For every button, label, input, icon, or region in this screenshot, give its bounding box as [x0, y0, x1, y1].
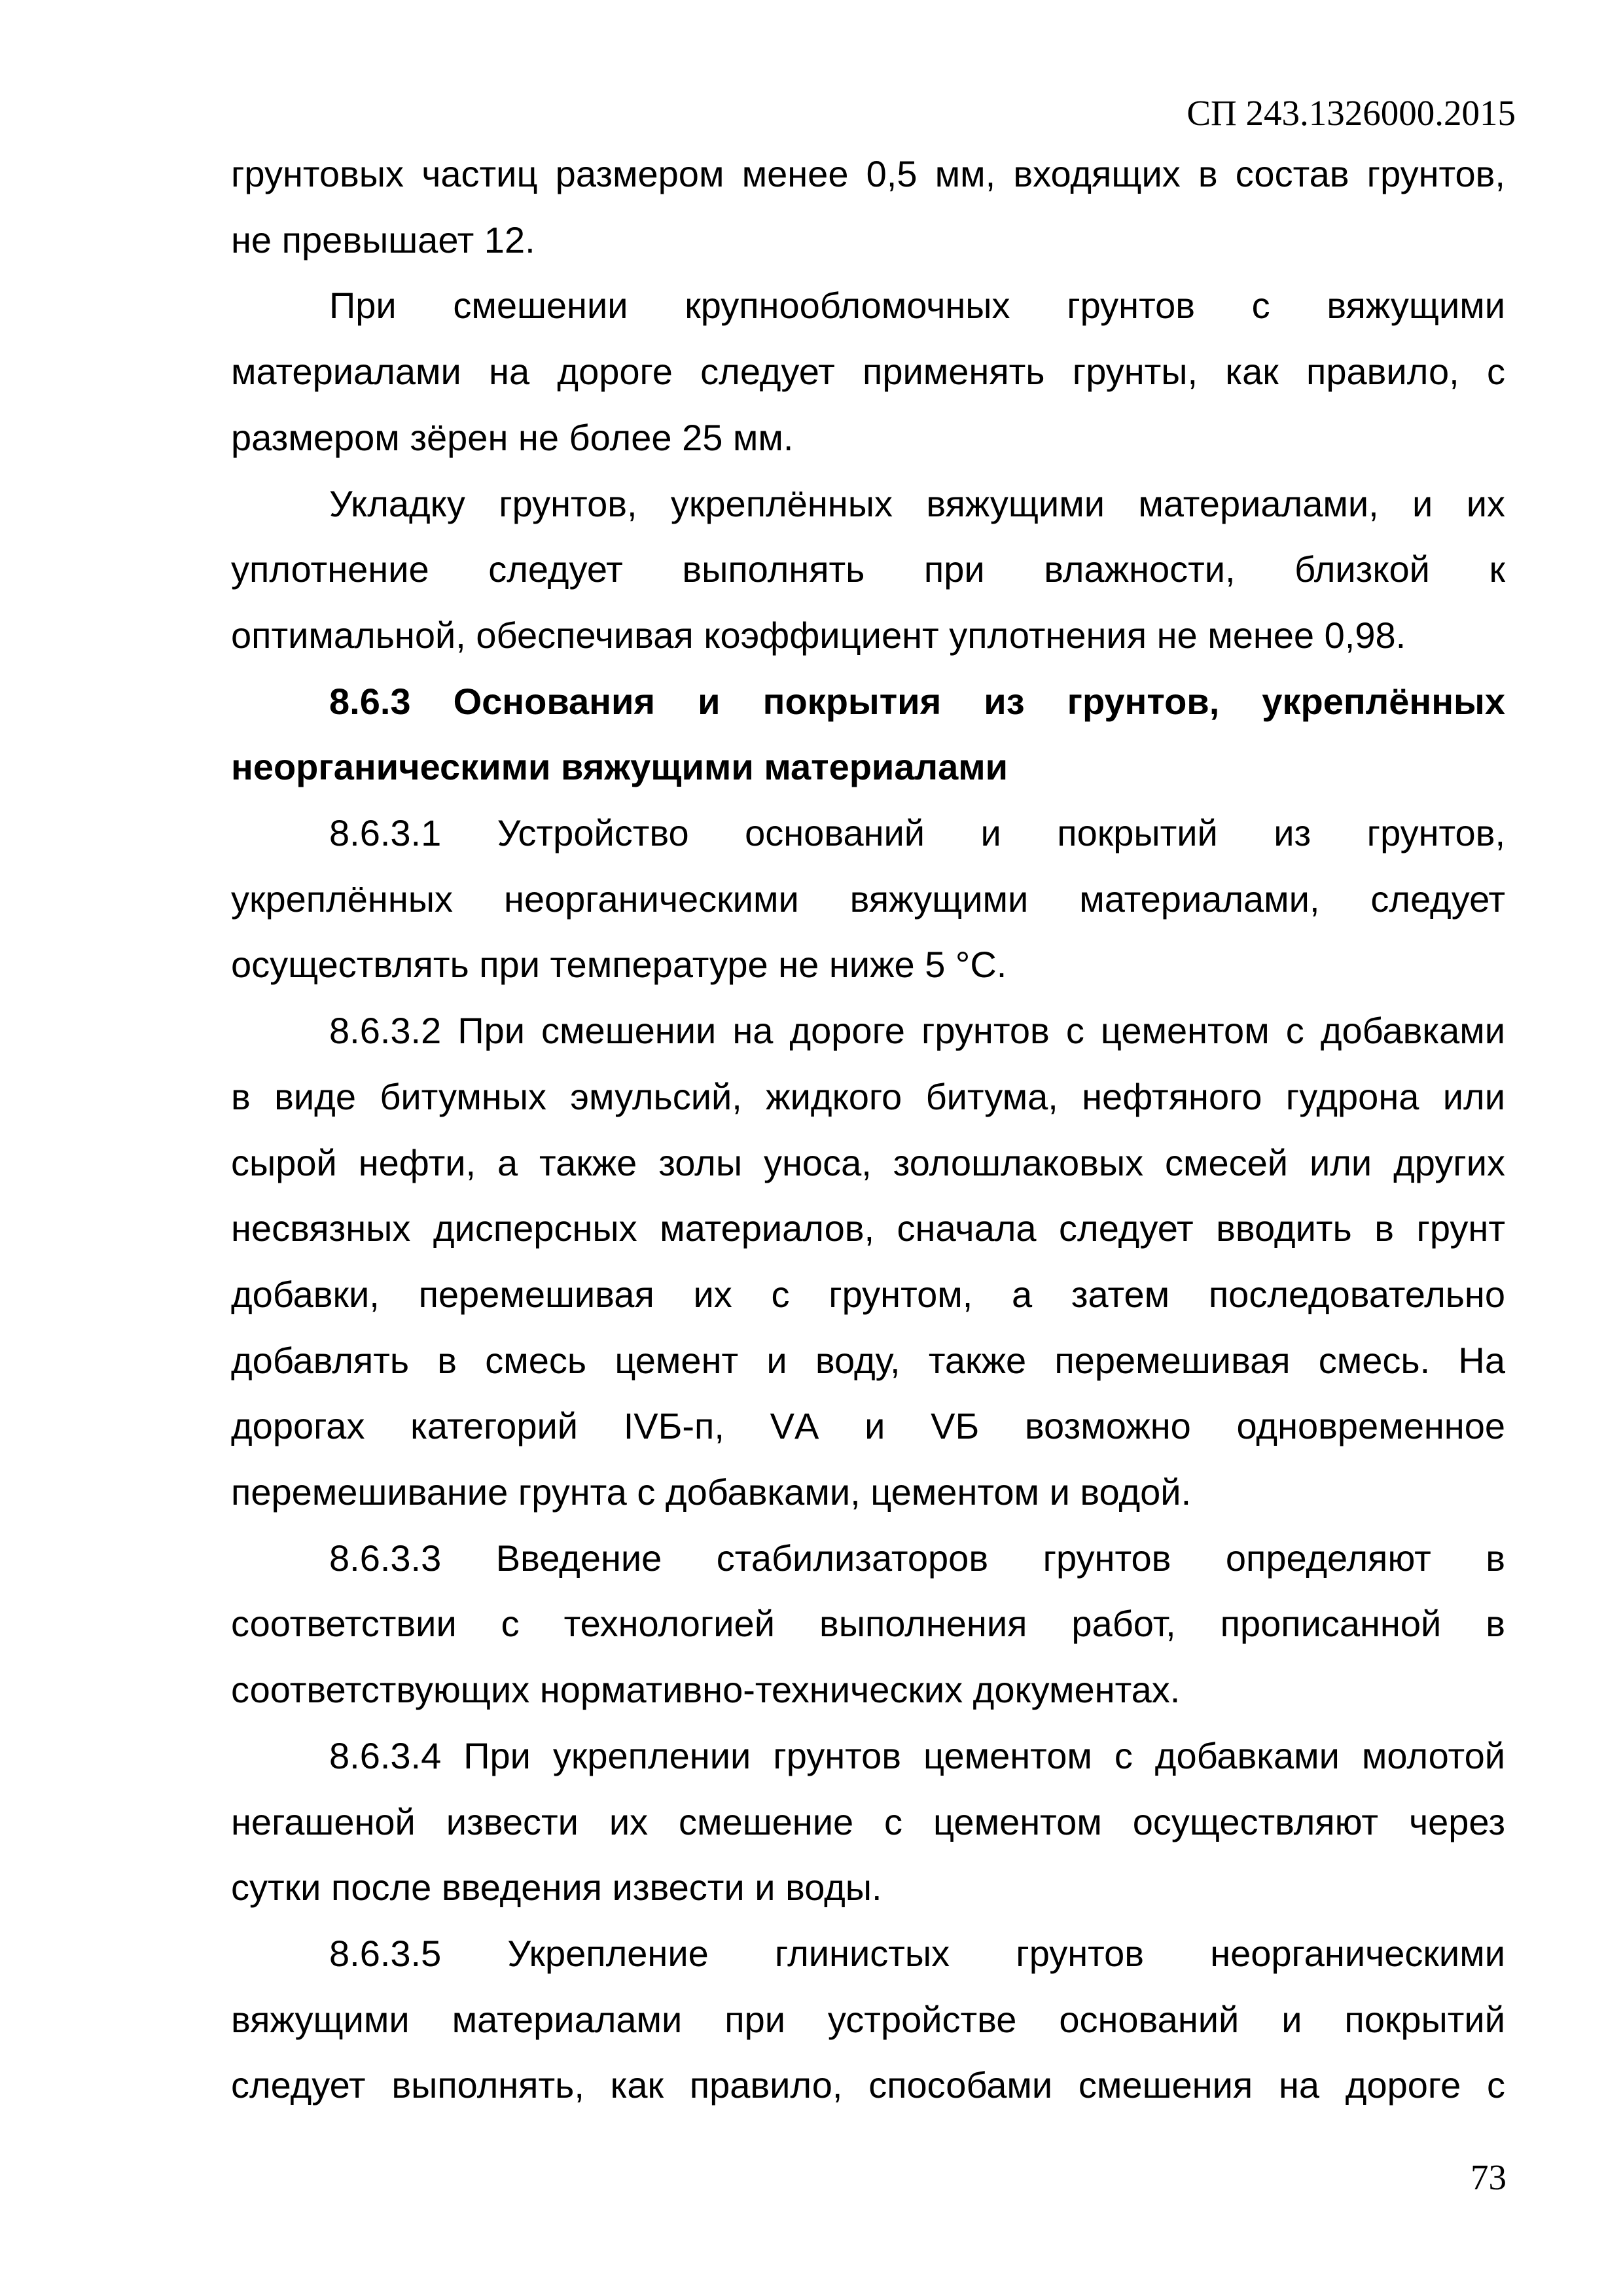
text-line: перемешивание грунта с добавками, цементом и водой.: [231, 1471, 1192, 1513]
doc-code-header: СП 243.1326000.2015: [1186, 93, 1516, 133]
section-heading-line: 8.6.3 Основания и покрытия из грунтов, укреплённых: [329, 680, 1505, 722]
text-line: соответствующих нормативно-технических документах.: [231, 1669, 1181, 1711]
text-line: материалами на дороге следует применять грунты, как правило, с: [231, 351, 1505, 393]
text-line: не превышает 12.: [231, 219, 535, 260]
text-line: сырой нефти, а также золы уноса, золошлаковых смесей или других: [231, 1141, 1505, 1183]
text-line: соответствии с технологией выполнения работ, прописанной в: [231, 1603, 1505, 1645]
text-line: сутки после введения извести и воды.: [231, 1867, 882, 1909]
text-line: укреплённых неорганическими вяжущими материалами, следует: [231, 878, 1505, 920]
text-line: дорогах категорий IVБ-п, VА и VБ возможно одновременное: [231, 1405, 1505, 1447]
text-line: 8.6.3.2 При смешении на дороге грунтов с цементом с добавками: [329, 1010, 1505, 1052]
text-line: 8.6.3.5 Укрепление глинистых грунтов неорганическими: [329, 1932, 1505, 1974]
text-line: добавлять в смесь цемент и воду, также перемешивая смесь. На: [231, 1339, 1505, 1381]
text-line: При смешении крупнообломочных грунтов с вяжущими: [329, 285, 1505, 327]
text-line: добавки, перемешивая их с грунтом, а затем последовательно: [231, 1273, 1505, 1315]
text-line: следует выполнять, как правило, способами смешения на дороге с: [231, 2064, 1505, 2106]
text-line: 8.6.3.1 Устройство оснований и покрытий из грунтов,: [329, 812, 1505, 854]
text-line: несвязных дисперсных материалов, сначала следует вводить в грунт: [231, 1208, 1505, 1249]
section-heading-line: неорганическими вяжущими материалами: [231, 746, 1008, 788]
text-line: размером зёрен не более 25 мм.: [231, 416, 794, 458]
text-line: грунтовых частиц размером менее 0,5 мм, входящих в состав грунтов,: [231, 153, 1505, 194]
text-line: вяжущими материалами при устройстве оснований и покрытий: [231, 1998, 1505, 2040]
text-line: уплотнение следует выполнять при влажности, близкой к: [231, 548, 1505, 590]
page-number: 73: [1471, 2157, 1507, 2197]
document-body: [231, 141, 1505, 2119]
text-line: осуществлять при температуре не ниже 5 °С.: [231, 944, 1007, 986]
text-line: Укладку грунтов, укреплённых вяжущими материалами, и их: [329, 482, 1505, 524]
text-line: 8.6.3.3 Введение стабилизаторов грунтов определяют в: [329, 1537, 1505, 1579]
text-line: негашеной извести их смешение с цементом осуществляют через: [231, 1801, 1505, 1842]
text-line: 8.6.3.4 При укреплении грунтов цементом с добавками молотой: [329, 1734, 1505, 1776]
text-line: оптимальной, обеспечивая коэффициент уплотнения не менее 0,98.: [231, 614, 1406, 656]
text-line: в виде битумных эмульсий, жидкого битума, нефтяного гудрона или: [231, 1075, 1505, 1117]
